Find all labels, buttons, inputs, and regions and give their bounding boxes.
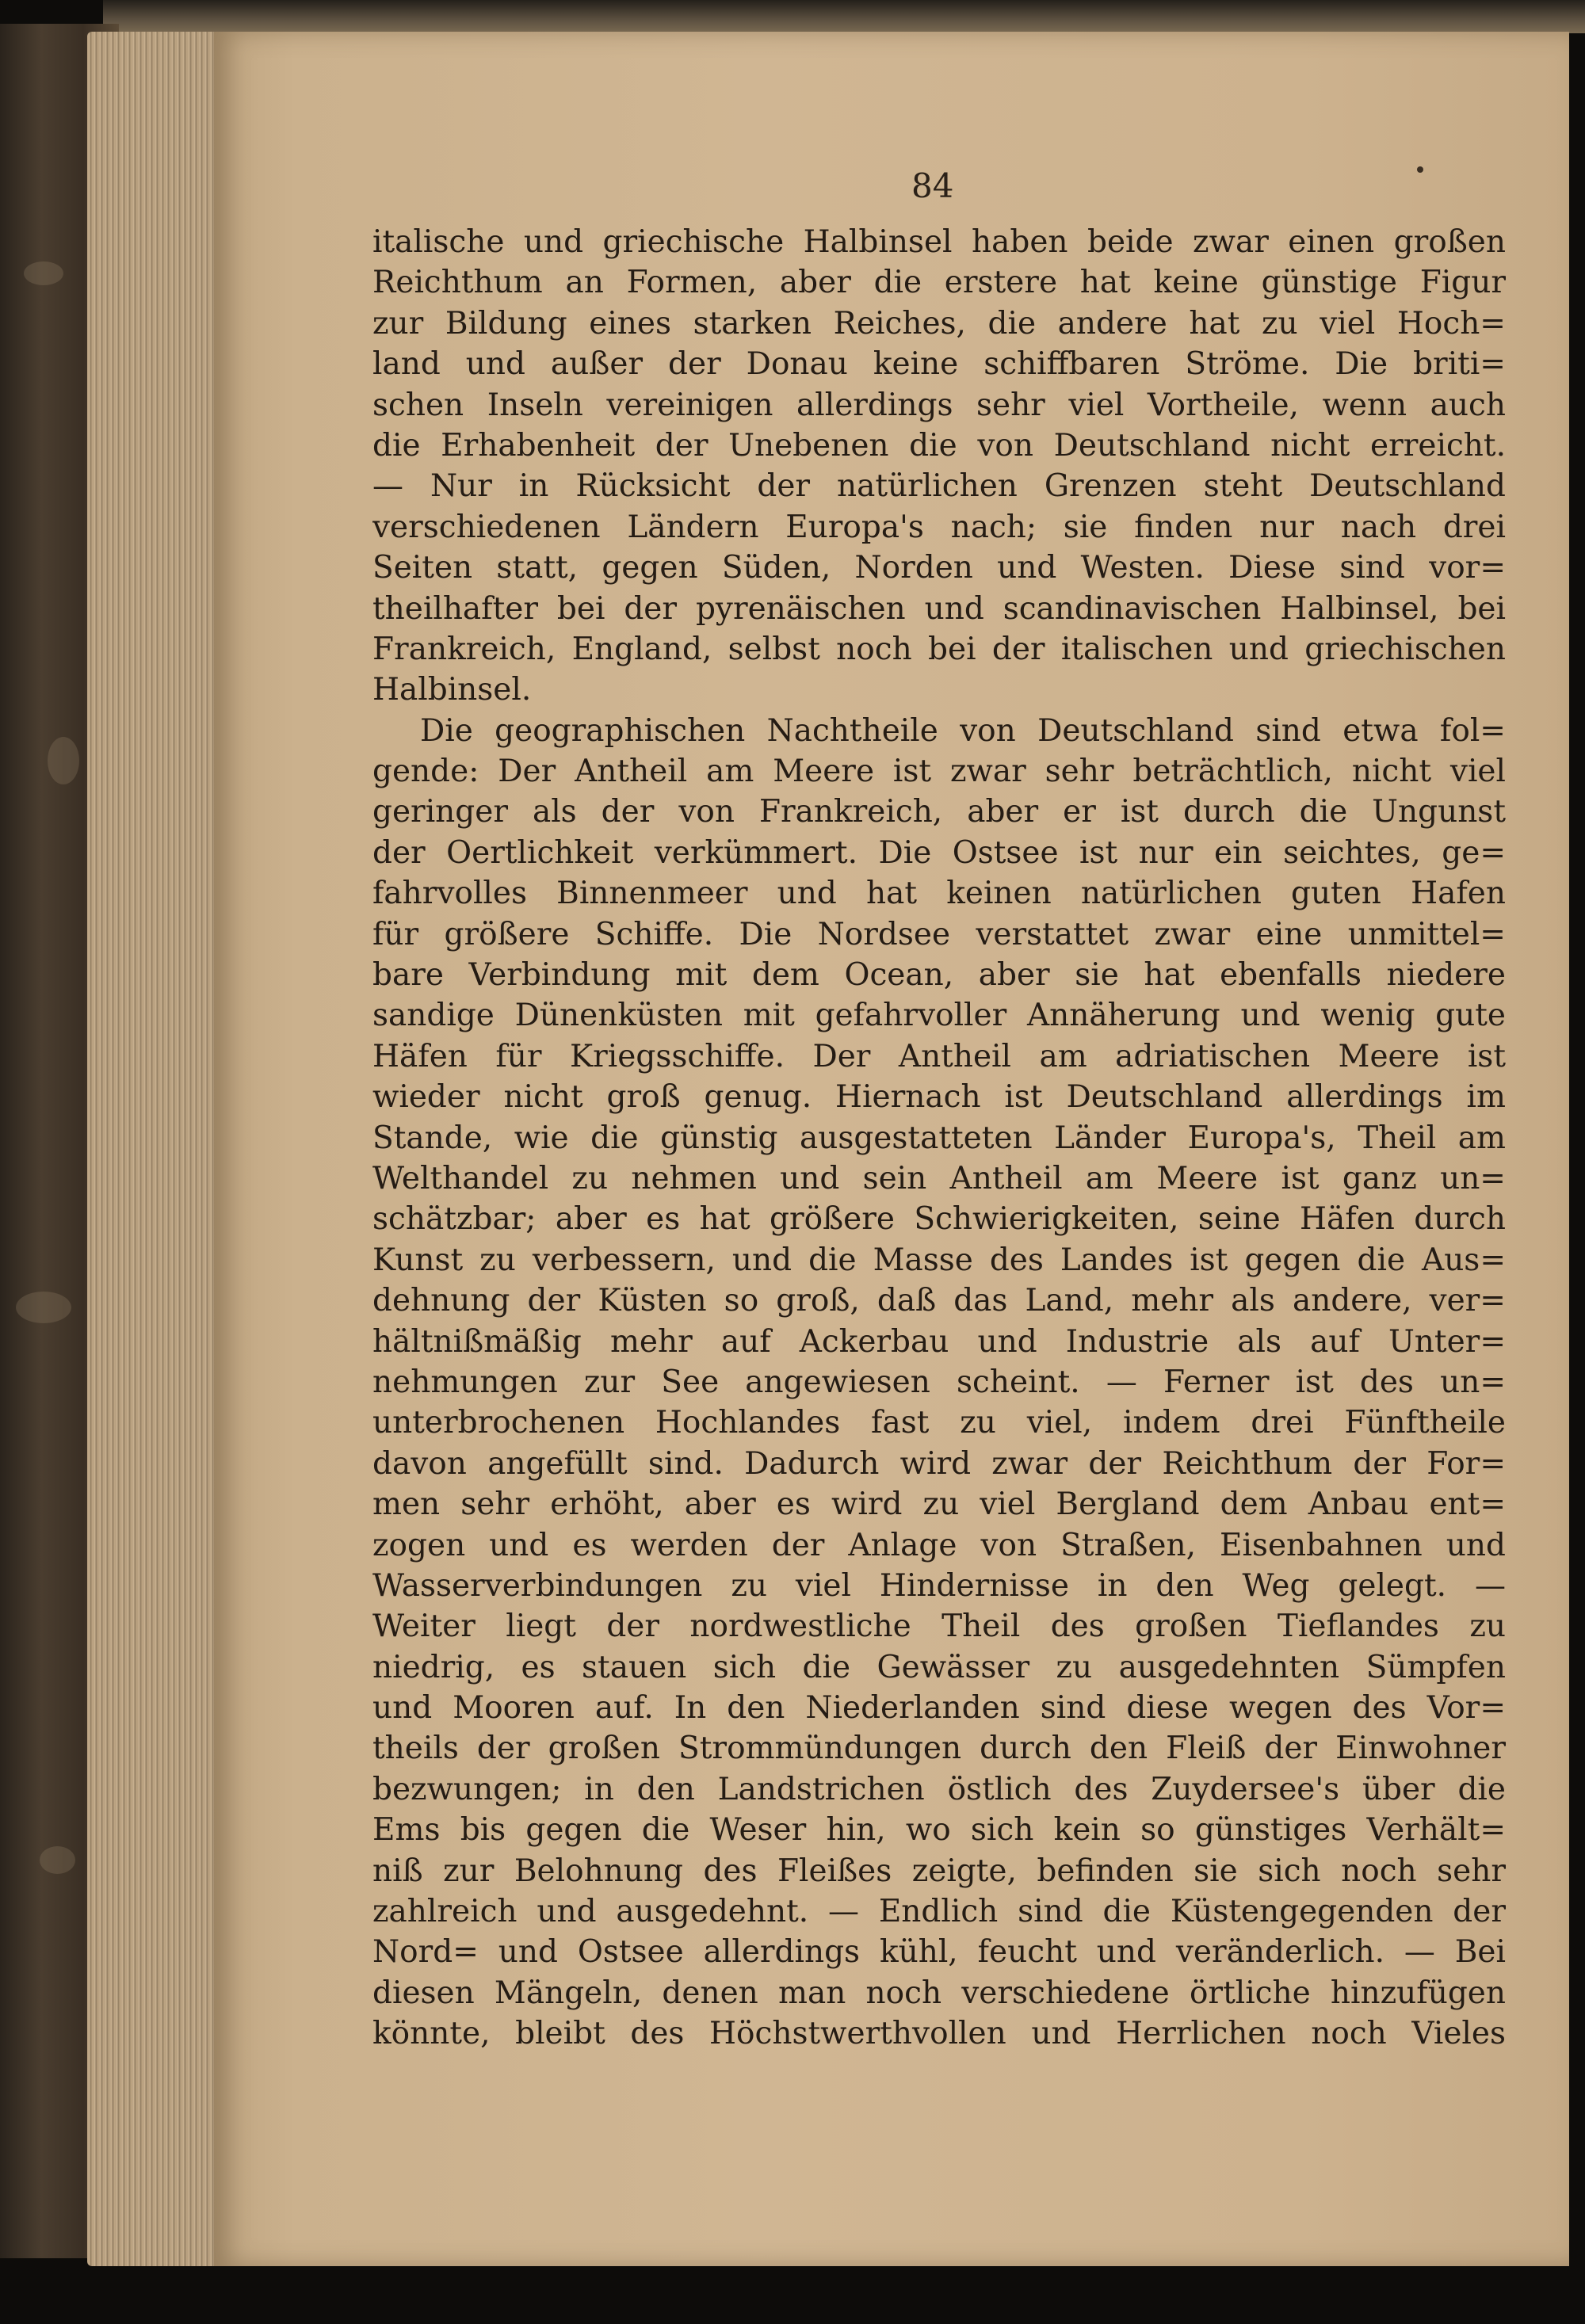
page-number: 84 bbox=[911, 166, 954, 205]
text-line: fahrvolles Binnenmeer und hat keinen natürlichen guten Hafen bbox=[372, 876, 1506, 912]
text-line: gende: Der Antheil am Meere ist zwar sehr beträchtlich, nicht viel bbox=[372, 754, 1506, 790]
text-line: schen Inseln vereinigen allerdings sehr viel Vortheile, wenn auch bbox=[372, 387, 1506, 423]
text-line: zahlreich und ausgedehnt. — Endlich sind die Küstengegenden der bbox=[372, 1894, 1506, 1930]
text-line: davon angefüllt sind. Dadurch wird zwar der Reichthum der For= bbox=[372, 1445, 1506, 1482]
text-line: verschiedenen Ländern Europa's nach; sie finden nur nach drei bbox=[372, 509, 1506, 545]
text-line: theilhafter bei der pyrenäischen und scandinavischen Halbinsel, bei bbox=[372, 590, 1506, 627]
text-line: theils der großen Strommündungen durch den Fleiß der Einwohner bbox=[372, 1731, 1506, 1767]
text-line: sandige Dünenküsten mit gefahrvoller Annäherung und wenig gute bbox=[372, 998, 1506, 1034]
text-line: Stande, wie die günstig ausgestatteten Länder Europa's, Theil am bbox=[372, 1120, 1506, 1156]
text-line: Ems bis gegen die Weser hin, wo sich kein so günstiges Verhält= bbox=[372, 1812, 1506, 1849]
text-line: dehnung der Küsten so groß, daß das Land, mehr als andere, ver= bbox=[372, 1283, 1506, 1319]
text-line: geringer als der von Frankreich, aber er ist durch die Ungunst bbox=[372, 794, 1506, 830]
text-line: könnte, bleibt des Höchstwerthvollen und Herrlichen noch Vieles bbox=[372, 2016, 1506, 2052]
text-line: land und außer der Donau keine schiffbaren Ströme. Die briti= bbox=[372, 346, 1506, 383]
text-line: unterbrochenen Hochlandes fast zu viel, indem drei Fünftheile bbox=[372, 1405, 1506, 1441]
text-line: bare Verbindung mit dem Ocean, aber sie hat ebenfalls niedere bbox=[372, 957, 1506, 994]
text-line: Wasserverbindungen zu viel Hindernisse in den Weg gelegt. — bbox=[372, 1567, 1506, 1604]
text-line: Welthandel zu nehmen und sein Antheil am Meere ist ganz un= bbox=[372, 1160, 1506, 1196]
text-line: men sehr erhöht, aber es wird zu viel Bergland dem Anbau ent= bbox=[372, 1486, 1506, 1523]
text-line: schätzbar; aber es hat größere Schwierigkeiten, seine Häfen durch bbox=[372, 1201, 1506, 1238]
text-line: für größere Schiffe. Die Nordsee verstattet zwar eine unmittel= bbox=[372, 916, 1506, 952]
text-line: Weiter liegt der nordwestliche Theil des großen Tieflandes zu bbox=[372, 1608, 1506, 1645]
text-line: Frankreich, England, selbst noch bei der italischen und griechischen bbox=[372, 631, 1506, 667]
text-line: italische und griechische Halbinsel haben beide zwar einen großen bbox=[372, 224, 1506, 260]
text-line: und Mooren auf. In den Niederlanden sind diese wegen des Vor= bbox=[372, 1690, 1506, 1727]
text-line: niß zur Belohnung des Fleißes zeigte, befinden sie sich noch sehr bbox=[372, 1853, 1506, 1889]
text-line: Die geographischen Nachtheile von Deutschland sind etwa fol= bbox=[420, 712, 1506, 749]
text-line: niedrig, es stauen sich die Gewässer zu ausgedehnten Sümpfen bbox=[372, 1649, 1506, 1685]
text-line: die Erhabenheit der Unebenen die von Deutschland nicht erreicht. bbox=[372, 427, 1506, 464]
text-line: diesen Mängeln, denen man noch verschiedene örtliche hinzufügen bbox=[372, 1975, 1506, 2011]
text-line: der Oertlichkeit verkümmert. Die Ostsee ist nur ein seichtes, ge= bbox=[372, 834, 1506, 871]
text-line: zur Bildung eines starken Reiches, die andere hat zu viel Hoch= bbox=[372, 305, 1506, 342]
top-edge-shadow bbox=[103, 0, 1585, 33]
text-line: Kunst zu verbessern, und die Masse des Landes ist gegen die Aus= bbox=[372, 1242, 1506, 1278]
text-line: zogen und es werden der Anlage von Straßen, Eisenbahnen und bbox=[372, 1527, 1506, 1563]
text-line: Reichthum an Formen, aber die erstere hat keine günstige Figur bbox=[372, 265, 1506, 301]
text-line: wieder nicht groß genug. Hiernach ist Deutschland allerdings im bbox=[372, 1079, 1506, 1116]
body-text bbox=[372, 222, 1506, 2055]
text-line: nehmungen zur See angewiesen scheint. — Ferner ist des un= bbox=[372, 1364, 1506, 1400]
ink-speck bbox=[1417, 166, 1423, 173]
text-line: bezwungen; in den Landstrichen östlich des Zuydersee's über die bbox=[372, 1771, 1506, 1807]
text-line: Nord= und Ostsee allerdings kühl, feucht und veränderlich. — Bei bbox=[372, 1934, 1506, 1971]
text-line: Seiten statt, gegen Süden, Norden und Westen. Diese sind vor= bbox=[372, 550, 1506, 586]
text-line: Häfen für Kriegsschiffe. Der Antheil am adriatischen Meere ist bbox=[372, 1038, 1506, 1074]
text-line: Halbinsel. bbox=[372, 672, 532, 708]
text-line: hältnißmäßig mehr auf Ackerbau und Industrie als auf Unter= bbox=[372, 1323, 1506, 1360]
text-line: — Nur in Rücksicht der natürlichen Grenzen steht Deutschland bbox=[372, 468, 1506, 505]
page-edges bbox=[87, 32, 222, 2266]
